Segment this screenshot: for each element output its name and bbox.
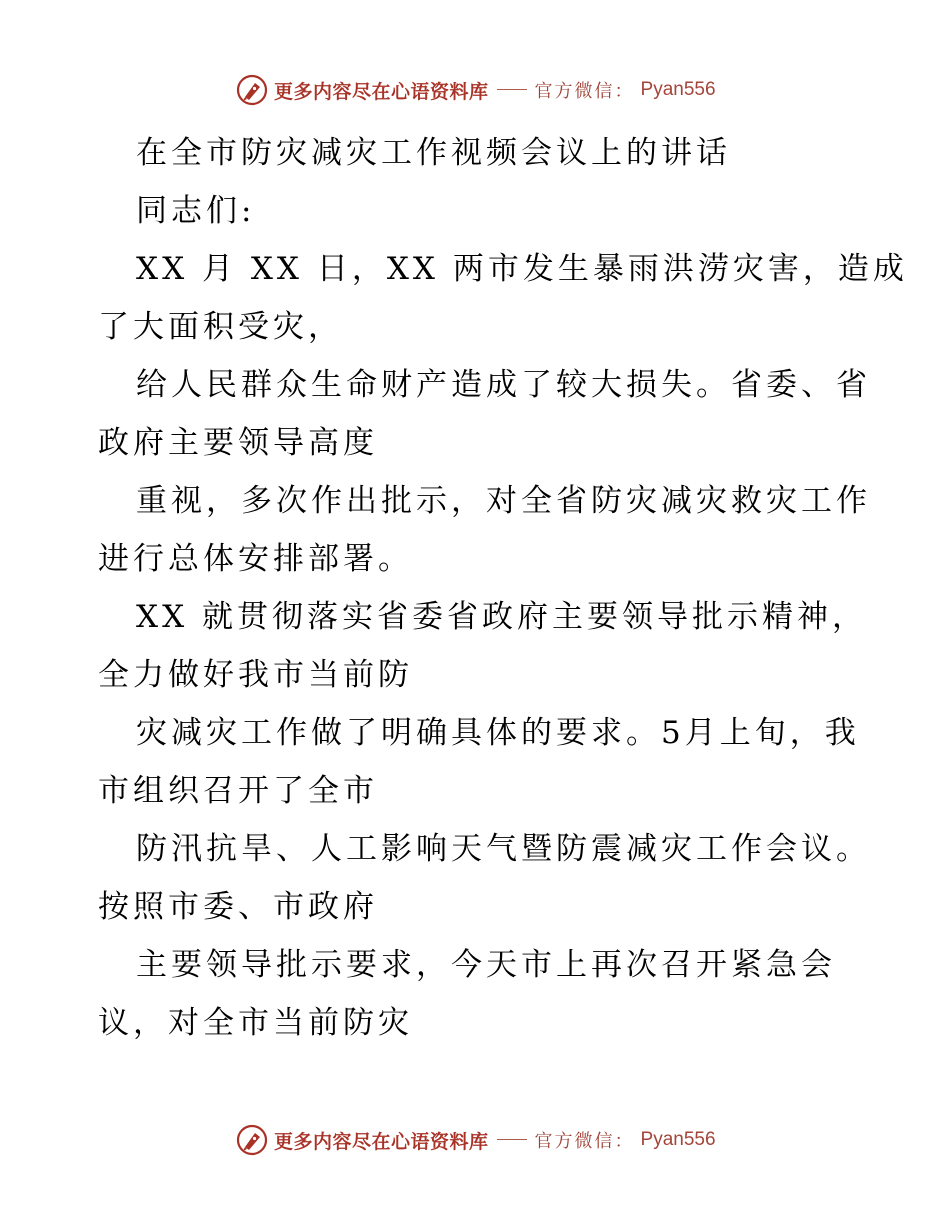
- document-line: 全力做好我市当前防: [98, 657, 413, 693]
- watermark-wechat-label: 官方微信：: [534, 81, 635, 102]
- document-line: 主要领导批示要求，今天市上再次召开紧急会: [136, 947, 836, 983]
- document-line: XX 就贯彻落实省委省政府主要领导批示精神，: [136, 599, 867, 635]
- document-line: 议，对全市当前防灾: [98, 1005, 413, 1041]
- document-line: 同志们:: [136, 193, 256, 229]
- document-line: 给人民群众生命财产造成了较大损失。省委、省: [136, 367, 871, 403]
- document-line: 防汛抗旱、人工影响天气暨防震减灾工作会议。: [136, 831, 871, 867]
- document-line: 市组织召开了全市: [98, 773, 378, 809]
- document-line: 重视，多次作出批示，对全省防灾减灾救灾工作: [136, 483, 871, 519]
- document-line: XX 月 XX 日，XX 两市发生暴雨洪涝灾害，造成: [136, 251, 908, 287]
- watermark-wechat-id: Pyan556: [640, 79, 716, 100]
- document-line: 进行总体安排部署。: [98, 541, 413, 577]
- document-line: 在全市防灾减灾工作视频会议上的讲话: [136, 135, 731, 171]
- watermark-main-text: 更多内容尽在心语资料库: [274, 1130, 489, 1153]
- document-line: 政府主要领导高度: [98, 425, 378, 461]
- watermark-dash: [497, 1139, 527, 1140]
- watermark-wechat-id: Pyan556: [640, 1129, 716, 1150]
- document-body: [98, 124, 908, 1052]
- document-line: 按照市委、市政府: [98, 889, 378, 925]
- document-line: 灾减灾工作做了明确具体的要求。5月上旬，我: [136, 715, 860, 751]
- watermark-wechat-label: 官方微信：: [534, 1131, 635, 1152]
- watermark-footer: [236, 1122, 716, 1158]
- pen-nib-logo-icon: [236, 1124, 268, 1156]
- watermark-main-text: 更多内容尽在心语资料库: [274, 80, 489, 103]
- pen-nib-logo-icon: [236, 74, 268, 106]
- watermark-dash: [497, 89, 527, 90]
- document-line: 了大面积受灾，: [98, 309, 343, 345]
- watermark-header: [236, 72, 716, 108]
